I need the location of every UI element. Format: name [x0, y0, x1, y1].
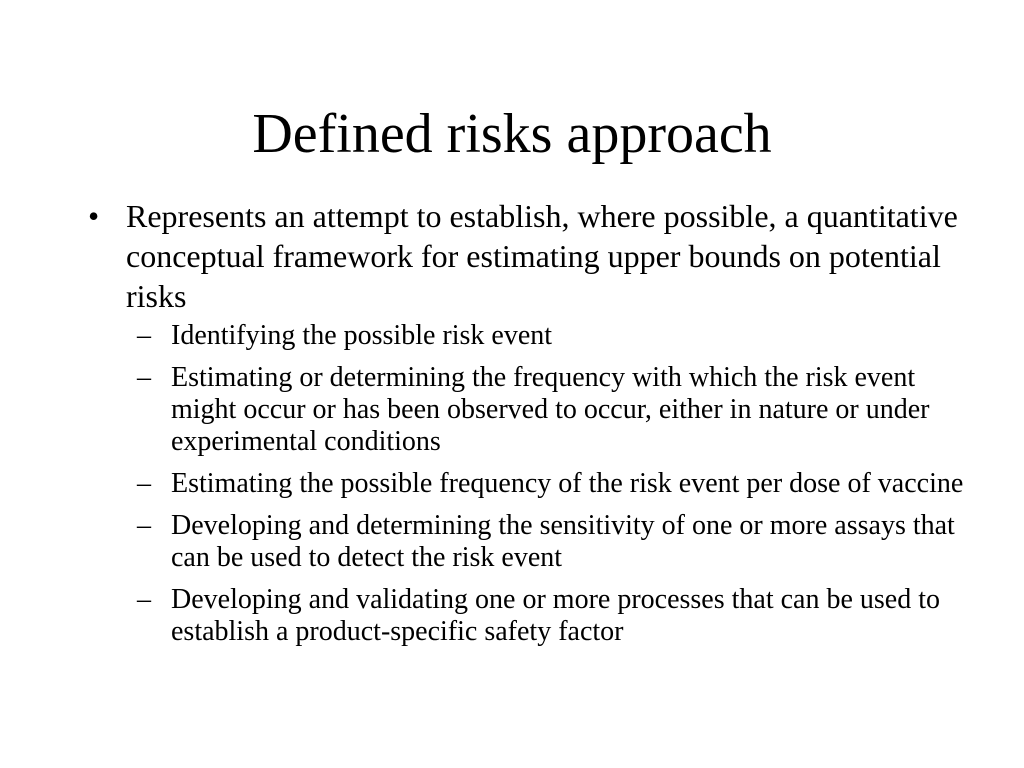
dash-icon: – [137, 584, 151, 615]
dash-icon: – [137, 362, 151, 393]
dash-icon: – [137, 468, 151, 499]
sub-bullet-text: Estimating or determining the frequency with which the risk event might occur or has been observed to occur, either in nature or under experimental conditions [171, 362, 930, 457]
sub-bullet-text: Developing and determining the sensitivity of one or more assays that can be used to detect the risk event [171, 510, 955, 573]
sub-bullet-text: Developing and validating one or more processes that can be used to establish a product-specific safety factor [171, 584, 940, 647]
main-bullet [88, 196, 978, 316]
main-bullet-text: Represents an attempt to establish, where possible, a quantitative conceptual framework for estimating upper bounds on potential risks [126, 198, 958, 314]
sub-bullet-item [132, 510, 978, 574]
slide-body [88, 196, 978, 658]
bullet-dot-icon: • [88, 198, 100, 234]
sub-bullet-text: Estimating the possible frequency of the risk event per dose of vaccine [171, 468, 964, 499]
dash-icon: – [137, 510, 151, 541]
sub-bullet-item [132, 362, 978, 458]
sub-bullet-item [132, 320, 978, 352]
sub-bullet-list [88, 320, 978, 648]
sub-bullet-item [132, 584, 978, 648]
sub-bullet-item [132, 468, 978, 500]
sub-bullet-text: Identifying the possible risk event [171, 320, 553, 351]
dash-icon: – [137, 320, 151, 351]
slide-title: Defined risks approach [252, 103, 772, 165]
